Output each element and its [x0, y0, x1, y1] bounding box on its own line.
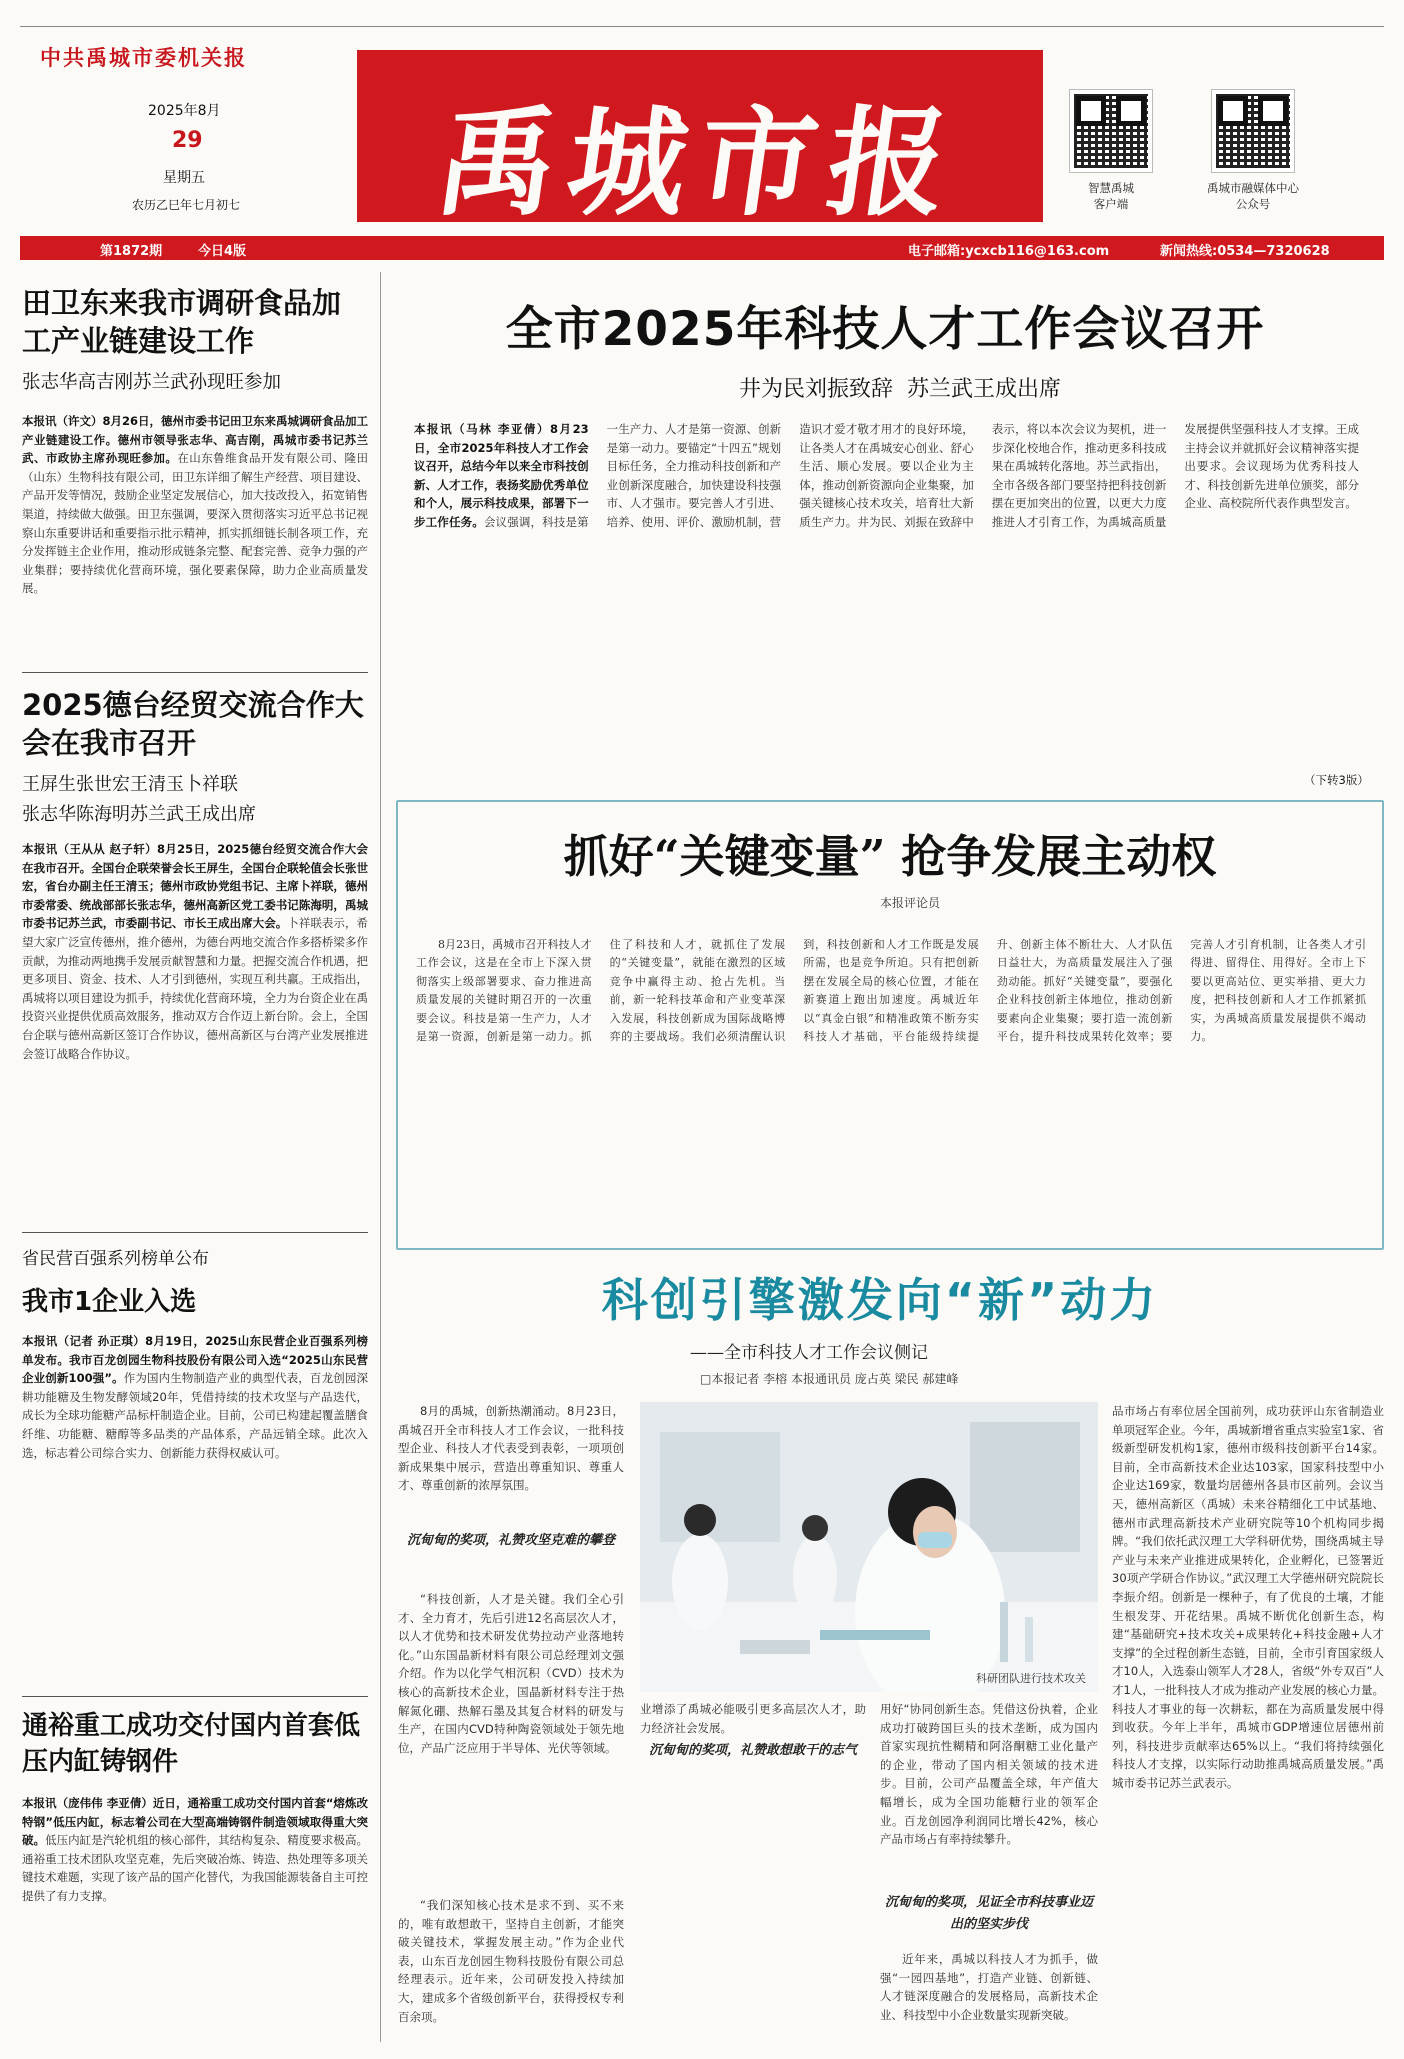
- issue-bar: [20, 236, 1384, 260]
- lead-jump: （下转3版）: [1300, 772, 1369, 788]
- lab-photo: [640, 1402, 1098, 1692]
- article-food-industry: [22, 284, 368, 604]
- feature-lede: 8月的禹城，创新热潮涌动。8月23日，禹城召开全市科技人才工作会议，一批科技型企业、科技人才代表受到表彰，一项项创新成果集中展示，营造出尊重知识、尊重人才、尊重创新的浓厚氛围。: [398, 1404, 624, 1493]
- feature-col4: 用好“协同创新生态。凭借这份执着，企业成功打破跨国巨头的技术垄断，成为国内首家实现抗性糊精和阿洛酮糖工业化量产的企业，带动了国内相关领域的技术进步。目前，公司产品覆盖全球，年产值大幅增长，成为全国功能糖行业的领军企业。百龙创园净利润同比增长42%，核心产品市场占有率持续攀升。: [880, 1702, 1098, 1847]
- date-day: 29: [172, 128, 203, 153]
- feature-headline: 科创引擎激发向“新”动力: [601, 1273, 1159, 1327]
- article-body: 本报讯（记者 孙正琪）8月19日，2025山东民营企业百强系列榜单发布。我市百龙创园生物科技股份有限公司入选“2025山东民营企业创新100强”。作为国内生物制造产业的典型代表，百龙创园深耕功能糖及生物发酵领域20年，凭借持续的技术攻坚与产品迭代，成长为全球功能糖产品标杆制造企业。目前，公司已构建起覆盖膳食纤维、功能糖、糖醇等多品类的产品体系，产品远销全球。此次入选，标志着公司综合实力、创新能力获得权威认可。: [22, 1334, 368, 1460]
- date-year-month: 2025年8月: [148, 103, 221, 119]
- commentary-byline: 本报评论员: [879, 896, 940, 910]
- logo-text: 禹城市报: [428, 93, 969, 232]
- article-private-enterprise: [22, 1244, 368, 1696]
- feature-col5: 品市场占有率位居全国前列，成功获评山东省制造业单项冠军企业。今年，禹城新增省重点实验室1家、省级新型研发机构1家，德州市级科技创新平台14家。目前，全市高新技术企业达103家，国家科技型中小企业达169家，数量均居德州各县市区前列。会议当天，德州高新区（禹城）未来谷精细化工中试基地、德州市武理高新技术产业研究院等10个机构同步揭牌。“我们依托武汉理工大学科研优势，围绕禹城主导产业与未来产业推进成果转化，企业孵化，已签署近30项产学研合作协议。”武汉理工大学德州研究院院长李振介绍。创新是一棵种子，有了优良的土壤，才能生根发芽、开花结果。禹城不断优化创新生态，构建“基础研究+技术攻关+成果转化+科技金融+人才支撑”的全过程创新生态链，目前，全市引育国家级人才10人，入选泰山领军人才28人，省级“外专双百”人才1人，一批科技人才成为推动产业发展的核心力量。科技人才事业的每一次耕耘，都在为高质量发展中得到收获。今年上半年，禹城市GDP增速位居德州前列，科技进步贡献率达65%以上。“我们将持续强化科技人才支撑，以实际行动助推禹城高质量发展。”禹城市委书记苏兰武表示。: [1112, 1404, 1384, 1790]
- feature-paragraph-1: “科技创新，人才是关键。我们全心引才、全力育才，先后引进12名高层次人才，以人才优势和技术研发优势拉动产业落地转化。”山东国晶新材料有限公司总经理刘文强介绍。作为以化学气相沉积（CVD）技术为核心的高新技术企业，国晶新材料专注于热解氮化硼、热解石墨及其复合材料的研发与生产，在国内CVD特种陶瓷领域处于领先地位，产品广泛应用于半导体、光伏等领域。: [398, 1592, 624, 1755]
- subheadline: 张志华高吉刚苏兰武孙现旺参加: [22, 372, 282, 393]
- lunar-date: 农历乙巳年七月初七: [132, 198, 241, 212]
- feature-subhead-3: 沉甸甸的奖项，见证全市科技事业迈出的坚实步伐: [884, 1895, 1093, 1932]
- article-body: 本报讯（庞伟伟 李亚倩）近日，通裕重工成功交付国内首套“熔炼改特钢”低压内缸，标志着公司在大型高端铸钢件制造领域取得重大突破。低压内缸是汽轮机组的核心部件，其结构复杂、精度要求极高。通裕重工技术团队攻坚克难，先后突破冶炼、铸造、热处理等多项关键技术难题，实现了该产品的国产化替代，为我国能源装备自主可控提供了有力支撑。: [22, 1796, 368, 1903]
- feature-byline: □本报记者 李榕 本报通讯员 庞占英 梁民 郝建峰: [700, 1372, 959, 1386]
- feature-subhead-2: 沉甸甸的奖项，礼赞敢想敢干的志气: [648, 1743, 857, 1758]
- article-trade-conference: [22, 686, 368, 1236]
- commentary-body: 8月23日，禹城市召开科技人才工作会议，这是在全市上下深入贯彻落实上级部署要求、奋力推进高质量发展的关键时期召开的一次重要会议。科技是第一生产力，人才是第一资源，创新是第一动力。抓住了科技和人才，就抓住了发展的“关键变量”，就能在激烈的区域竞争中赢得主动、抢占先机。当前，新一轮科技革命和产业变革深入发展，科技创新成为国际战略博弈的主要战场。我们必须清醒认识到，科技创新和人才工作既是发展所需，也是竞争所迫。只有把创新摆在发展全局的核心位置，才能在新赛道上跑出加速度。禹城近年以“真金白银”和精准政策不断夯实科技人才基础，平台能级持续提升、创新主体不断壮大、人才队伍日益壮大，为高质量发展注入了强劲动能。抓好“关键变量”，要强化企业科技创新主体地位，推动创新要素向企业集聚；要打造一流创新平台，提升科技成果转化效率；要完善人才引育机制，让各类人才引得进、留得住、用得好。全市上下要以更高站位、更实举措、更大力度，把科技创新和人才工作抓紧抓实，为禹城高质量发展提供不竭动力。: [416, 938, 1366, 1044]
- feature-col3: 业增添了禹城必能吸引更多高层次人才，助力经济社会发展。: [640, 1702, 866, 1735]
- headline: 通裕重工成功交付国内首套低压内缸铸钢件: [22, 1711, 361, 1777]
- lead-headline: 全市2025年科技人才工作会议召开: [505, 302, 1265, 357]
- feature-paragraph-3: 近年来，禹城以科技人才为抓手，做强“一园四基地”，打造产业链、创新链、人才链深度融合的发展格局，高新技术企业、科技型中小企业数量实现新突破。: [880, 1952, 1098, 2022]
- lab-scene-illustration: [640, 1402, 1098, 1692]
- headline: 我市1企业入选: [22, 1287, 197, 1317]
- article-body: 本报讯（王从从 赵子轩）8月25日，2025德台经贸交流合作大会在我市召开。全国台企联荣誉会长王屏生，全国台企联轮值会长张世宏，省台办副主任王清玉；德州市政协党组书记、主席卜祥联，德州市委常委、统战部部长张志华，德州高新区党工委书记陈海明，禹城市委书记苏兰武，市委副书记、市长王成出席大会。卜祥联表示，希望大家广泛宣传德州，推介德州，为德台两地交流合作多搭桥梁多作贡献，为推动两地携手发展贡献智慧和力量。把握交流合作机遇，把更多项目、资金、技术、人才引到德州，实现互利共赢。王成指出，禹城将以项目建设为抓手，持续优化营商环境，全力为台资企业在禹投资兴业提供优质高效服务，推动双方合作迈上新台阶。会上，全国台企联与德州高新区签订合作协议，德州高新区与台湾产业发展推进会签订战略合作协议。: [22, 842, 368, 1061]
- org-name: 中共禹城市委机关报: [40, 45, 247, 70]
- kicker: 省民营百强系列榜单公布: [22, 1249, 209, 1269]
- qr-code-wechat: [1212, 90, 1294, 172]
- subheadline-2: 张志华陈海明苏兰武王成出席: [22, 804, 256, 825]
- issue-number: 第1872期: [100, 244, 163, 259]
- page-count: 今日4版: [198, 244, 247, 259]
- lead-body: 本报讯（马林 李亚倩）8月23日，全市2025年科技人才工作会议召开，总结今年以来全市科技创新、人才工作，表扬奖励优秀单位和个人，展示科技成果，部署下一步工作任务。会议强调，科技是第一生产力、人才是第一资源、创新是第一动力。要锚定“十四五”规划目标任务，全力推动科技创新和产业创新深度融合，加快建设科技强市、人才强市。要完善人才引进、培养、使用、评价、激励机制，营造识才爱才敬才用才的良好环境，让各类人才在禹城安心创业、舒心生活、顺心发展。要以企业为主体，推动创新资源向企业集聚，加强关键核心技术攻关，培育壮大新质生产力。井为民、刘振在致辞中表示，将以本次会议为契机，进一步深化校地合作，推动更多科技成果在禹城转化落地。苏兰武指出，全市各级各部门要坚持把科技创新摆在更加突出的位置，以更大力度推进人才引育工作，为禹城高质量发展提供坚强科技人才支撑。王成主持会议并就抓好会议精神落实提出要求。会议现场为优秀科技人才、科技创新先进单位颁奖，部分企业、高校院所代表作典型发言。: [414, 422, 1359, 529]
- hotline: 新闻热线:0534—7320628: [1160, 244, 1330, 259]
- qr-code-app: [1070, 90, 1152, 172]
- qr-caption-wechat: 禹城市融媒体中心 公众号: [1207, 181, 1299, 211]
- email: 电子邮箱:ycxcb116@163.com: [908, 244, 1110, 259]
- photo-caption: 科研团队进行技术攻关: [976, 1672, 1086, 1685]
- commentary-headline: 抓好“关键变量” 抢争发展主动权: [563, 830, 1217, 883]
- headline: 田卫东来我市调研食品加工产业链建设工作: [22, 286, 342, 358]
- weekday: 星期五: [163, 170, 205, 186]
- feature-subhead-1: 沉甸甸的奖项，礼赞攻坚克难的攀登: [406, 1533, 615, 1548]
- feature-subheadline: ——全市科技人才工作会议侧记: [690, 1343, 928, 1363]
- headline: 2025德台经贸交流合作大会在我市召开: [22, 688, 364, 760]
- article-body: 本报讯（许文）8月26日，德州市委书记田卫东来禹城调研食品加工产业链建设工作。德州市领导张志华、高吉刚，禹城市委书记苏兰武、市政协主席孙现旺参加。在山东鲁维食品开发有限公司、隆田（山东）生物科技有限公司，田卫东详细了解生产经营、项目建设、产品开发等情况，鼓励企业坚定发展信心，加大技改投入，拓宽销售渠道，持续做大做强。田卫东强调，要深入贯彻落实习近平总书记视察山东重要讲话和重要指示批示精神，抓实抓细链长制各项工作，充分发挥链主企业作用，推动形成链条完整、配套完善、竞争力强的产业集群；要持续优化营商环境，强化要素保障，助力企业高质量发展。: [22, 414, 368, 596]
- subheadline-1: 王屏生张世宏王清玉卜祥联: [22, 774, 238, 795]
- qr-caption-app: 智慧禹城 客户端: [1088, 181, 1134, 211]
- logo-banner: [357, 50, 1043, 232]
- feature-paragraph-2: “我们深知核心技术是求不到、买不来的，唯有敢想敢干，坚持自主创新，才能突破关键技术，掌握发展主动。”作为企业代表，山东百龙创园生物科技股份有限公司总经理表示。近年来，公司研发投入持续加大，建成多个省级创新平台，获得授权专利百余项。: [398, 1898, 624, 2024]
- article-tongyu-heavy-industry: [22, 1708, 368, 2040]
- lead-subheadline: 井为民刘振致辞 苏兰武王成出席: [739, 377, 1061, 402]
